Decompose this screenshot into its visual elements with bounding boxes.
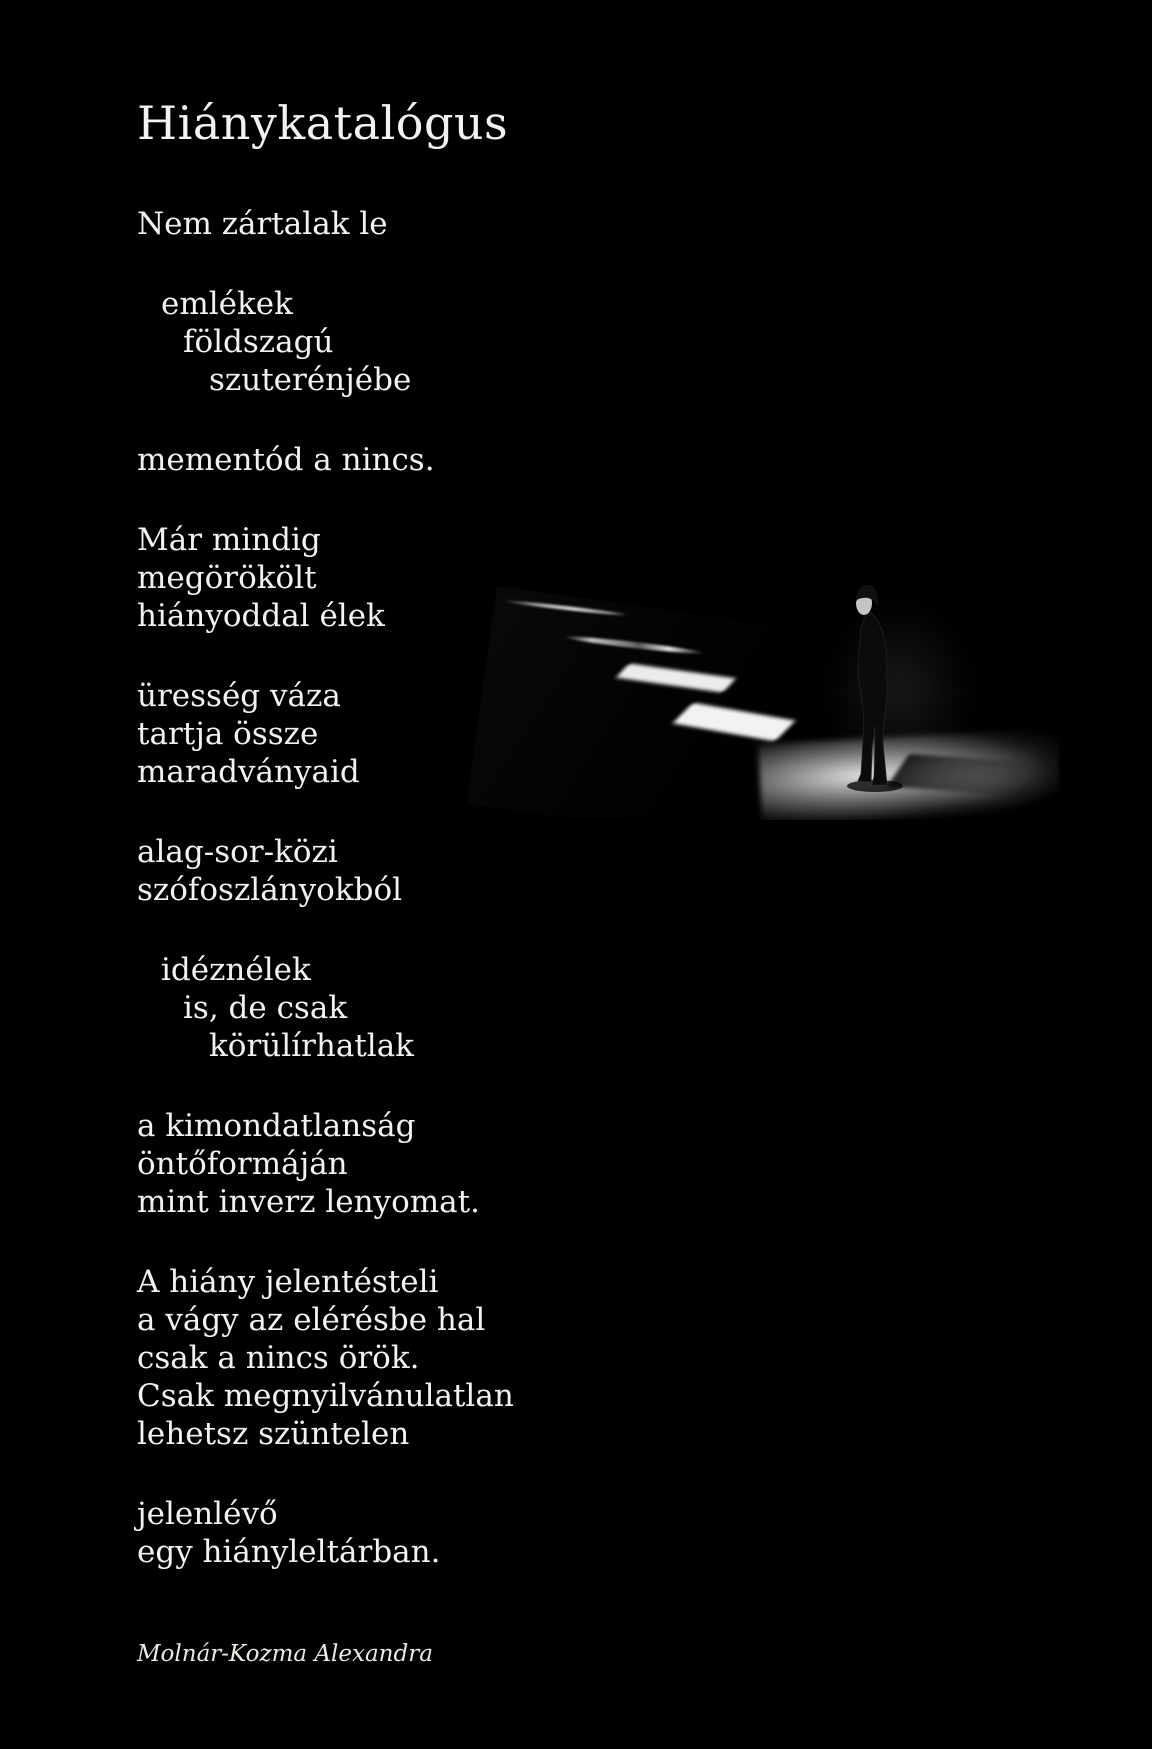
poem-line: földszagú [183,324,334,361]
poem-line: csak a nincs örök. [137,1340,420,1377]
stanza [137,1495,514,1571]
poem-line: szófoszlányokból [137,872,403,909]
poem-line: szuterénjébe [209,362,412,399]
poem-line: a vágy az elérésbe hal [137,1302,486,1339]
figure-in-dark-room-photo [460,420,1060,820]
poem-line: Csak megnyilvánulatlan [137,1378,514,1415]
standing-person-silhouette [845,578,915,798]
poem-line: is, de csak [183,990,348,1027]
stanza [137,951,514,1065]
poem-stanzas [137,205,514,1571]
stanza [137,1107,514,1221]
poem-line: maradványaid [137,754,360,791]
poem-line: megörökölt [137,560,317,597]
poem-line: lehetsz szüntelen [137,1416,410,1453]
poem-line: idéznélek [161,952,311,989]
poem-line: mementód a nincs. [137,442,435,479]
stanza [137,833,514,909]
poem-line: alag-sor-közi [137,834,338,871]
poem-line: emlékek [161,286,293,323]
poem-line: üresség váza [137,678,341,715]
author-credit: Molnár-Kozma Alexandra [137,1641,433,1668]
poem-line: jelenlévő [137,1496,278,1533]
poem-line: körülírhatlak [209,1028,414,1065]
poem-line: hiányoddal élek [137,598,385,635]
poem-line: egy hiányleltárban. [137,1534,441,1571]
poem-line: Már mindig [137,522,321,559]
stanza [137,205,514,243]
poem-line: a kimondatlanság [137,1108,416,1145]
poem-line: öntőformáján [137,1146,348,1183]
poem [137,96,514,1669]
poem-line: mint inverz lenyomat. [137,1184,480,1221]
poem-title: Hiánykatalógus [137,96,509,150]
stanza [137,285,514,399]
poem-line: tartja össze [137,716,319,753]
stanza [137,1263,514,1453]
stanza [137,521,514,635]
poem-line: Nem zártalak le [137,206,388,243]
poem-line: A hiány jelentésteli [137,1264,439,1301]
stanza [137,441,514,479]
stanza [137,677,514,791]
